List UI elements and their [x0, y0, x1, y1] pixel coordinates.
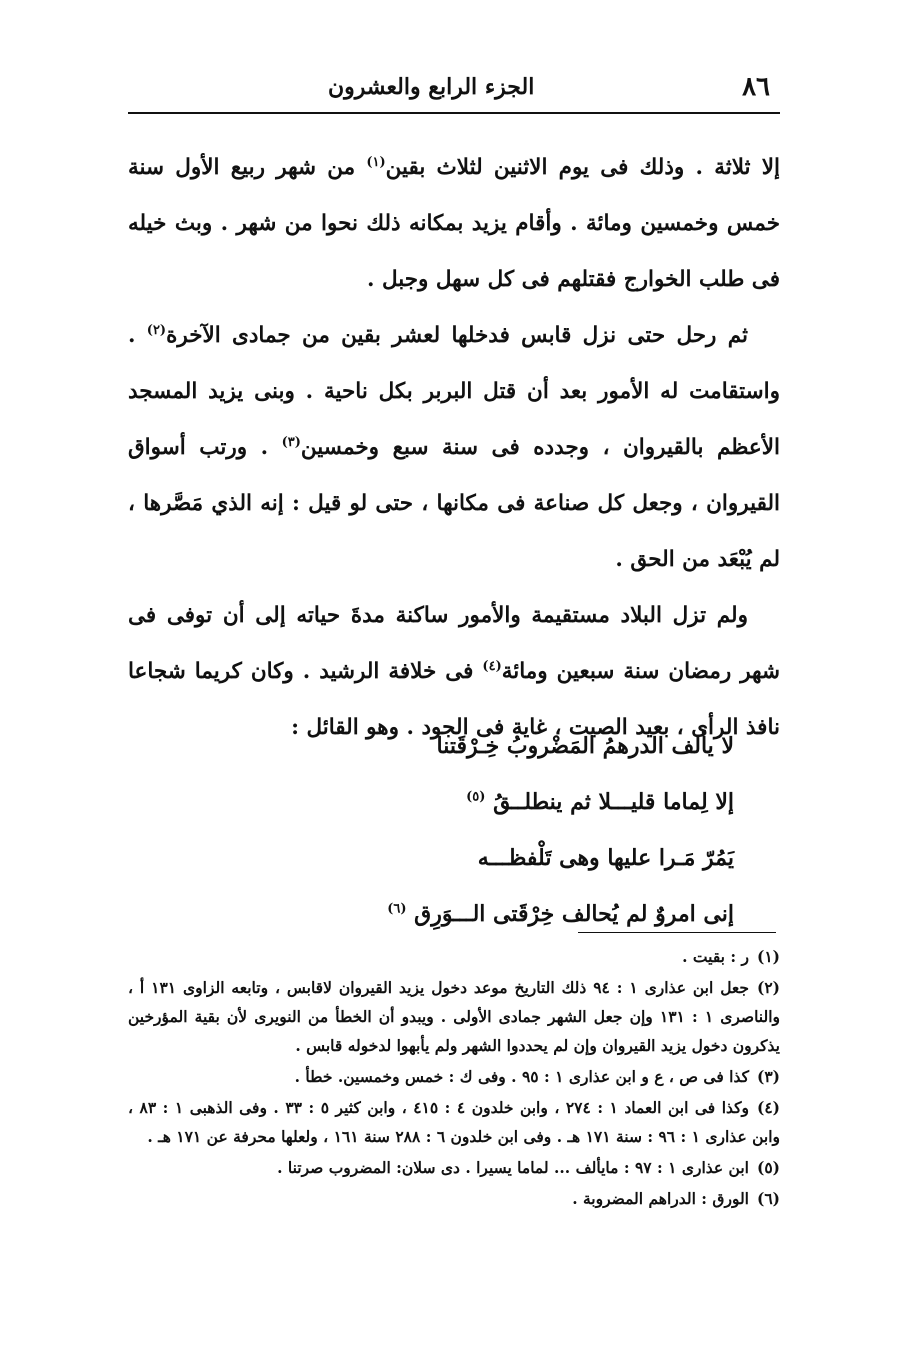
footnote-text: كذا فى ص ، ع و ابن عذارى ١ : ٩٥ . وفى ك : خمس وخمسين. خطأ .: [294, 1067, 749, 1086]
running-title: الجزء الرابع والعشرون: [328, 74, 535, 100]
footnote-6: [128, 1184, 780, 1213]
footnote-number: (٥): [756, 1158, 780, 1177]
paragraph-1: [128, 140, 780, 308]
footnote-ref-5: (٥): [466, 789, 486, 805]
footnote-text: ابن عذارى ١ : ٩٧ : مايألف ... لماما يسيرا . دى سلان: المضروب صرتنا .: [277, 1158, 749, 1177]
footnote-ref-4: (٤): [482, 658, 502, 674]
footnotes: [128, 942, 780, 1215]
footnote-ref-3: (٣): [281, 434, 301, 450]
main-text: [128, 140, 780, 756]
footnote-ref-6: (٦): [387, 901, 407, 917]
footnote-separator: [578, 932, 776, 933]
paragraph-text: ولم تزل البلاد مستقيمة والأمور ساكنة مدةَ حياته إلى أن توفى فى شهر رمضان سنة سبعين ومائة: [128, 603, 780, 684]
poem-verse-3: [150, 830, 780, 886]
paragraph-text: فى خلافة الرشيد . وكان كريما شجاعا نافذ الرأى ، بعيد الصيت ، غاية فى الجود . وهو القائل :: [128, 659, 780, 740]
footnote-number: (٤): [757, 1098, 781, 1117]
poem-verse-4: [150, 886, 780, 942]
paragraph-text: من شهر ربيع الأول سنة خمس وخمسين ومائة . وأقام يزيد بمكانه ذلك نحوا من شهر . وبث خيله فى طلب الخوارج فقتلهم فى كل سهل وجبل .: [128, 155, 780, 292]
footnote-number: (٣): [756, 1067, 780, 1086]
paragraph-text: إلا ثلاثة . وذلك فى يوم الاثنين لثلاث بقين: [385, 155, 780, 180]
footnote-3: [128, 1062, 780, 1091]
footnote-text: وكذا فى ابن العماد ١ : ٢٧٤ ، وابن خلدون ٤ : ٤١٥ ، وابن كثير ٥ : ٣٣ . وفى الذهبى ١ : ٨٣ ، وابن عذارى ١ : ٩٦ : سنة ١٧١ هـ . وفى ابن خلدون ٦ : ٢٨٨ سنة ١٦١ ، ولعلها محرفة عن ١٧١ هـ .: [128, 1098, 780, 1146]
poem-verse-1: [150, 718, 780, 774]
paragraph-text: . واستقامت له الأمور بعد أن قتل البربر بكل ناحية . وبنى يزيد المسجد الأعظم بالقيروان ، وجدده فى سنة سبع وخمسين: [128, 323, 780, 460]
poem-verse-2: [150, 774, 780, 830]
page-number: ٨٦: [742, 72, 770, 102]
footnote-2: [128, 973, 780, 1060]
verse-text: إنى امروٌ لم يُحالف خِرْقَتى الـــوَرِق: [414, 901, 734, 927]
paragraph-text: . ورتب أسواق القيروان ، وجعل كل صناعة فى مكانها ، حتى لو قيل : إنه الذي مَصَّرها ، لم يُبْعَد من الحق .: [128, 435, 780, 572]
footnote-text: ر : بقيت .: [682, 947, 749, 966]
verse-text: لا يألف الدرهمُ المَضْروبُ خِـرْقَتنا: [436, 733, 734, 759]
page-header: [128, 60, 780, 114]
footnote-5: [128, 1153, 780, 1182]
footnote-text: الورق : الدراهم المضروبة .: [572, 1189, 749, 1208]
footnote-number: (٢): [757, 978, 781, 997]
footnote-number: (٦): [756, 1189, 780, 1208]
paragraph-text: ثم رحل حتى نزل قابس فدخلها لعشر بقين من جمادى الآخرة: [166, 323, 748, 348]
footnote-ref-2: (٢): [146, 322, 167, 338]
footnote-4: [128, 1093, 780, 1151]
poem: [150, 718, 780, 942]
paragraph-2: [128, 308, 780, 588]
verse-text: إلا لِماما قليـــلا ثم ينطلــقُ: [493, 789, 734, 815]
verse-text: يَمُرّ مَـرا عليها وهى تَلْفظـــه: [477, 845, 734, 871]
footnote-number: (١): [756, 947, 780, 966]
footnote-text: جعل ابن عذارى ١ : ٩٤ ذلك التاريخ موعد دخول يزيد القيروان لاقابس ، وتابعه الزاوى ١٣١ أ ، والناصرى ١ : ١٣١ وإن جعل الشهر جمادى الأولى . ويبدو أن الخطأ من النويرى لأن بقية المؤرخين يذكرون دخول يزيد القيروان وإن لم يحددوا الشهر ولم يأبهوا لدخوله قابس .: [128, 978, 781, 1055]
footnote-1: [128, 942, 780, 971]
footnote-ref-1: (١): [366, 154, 386, 170]
